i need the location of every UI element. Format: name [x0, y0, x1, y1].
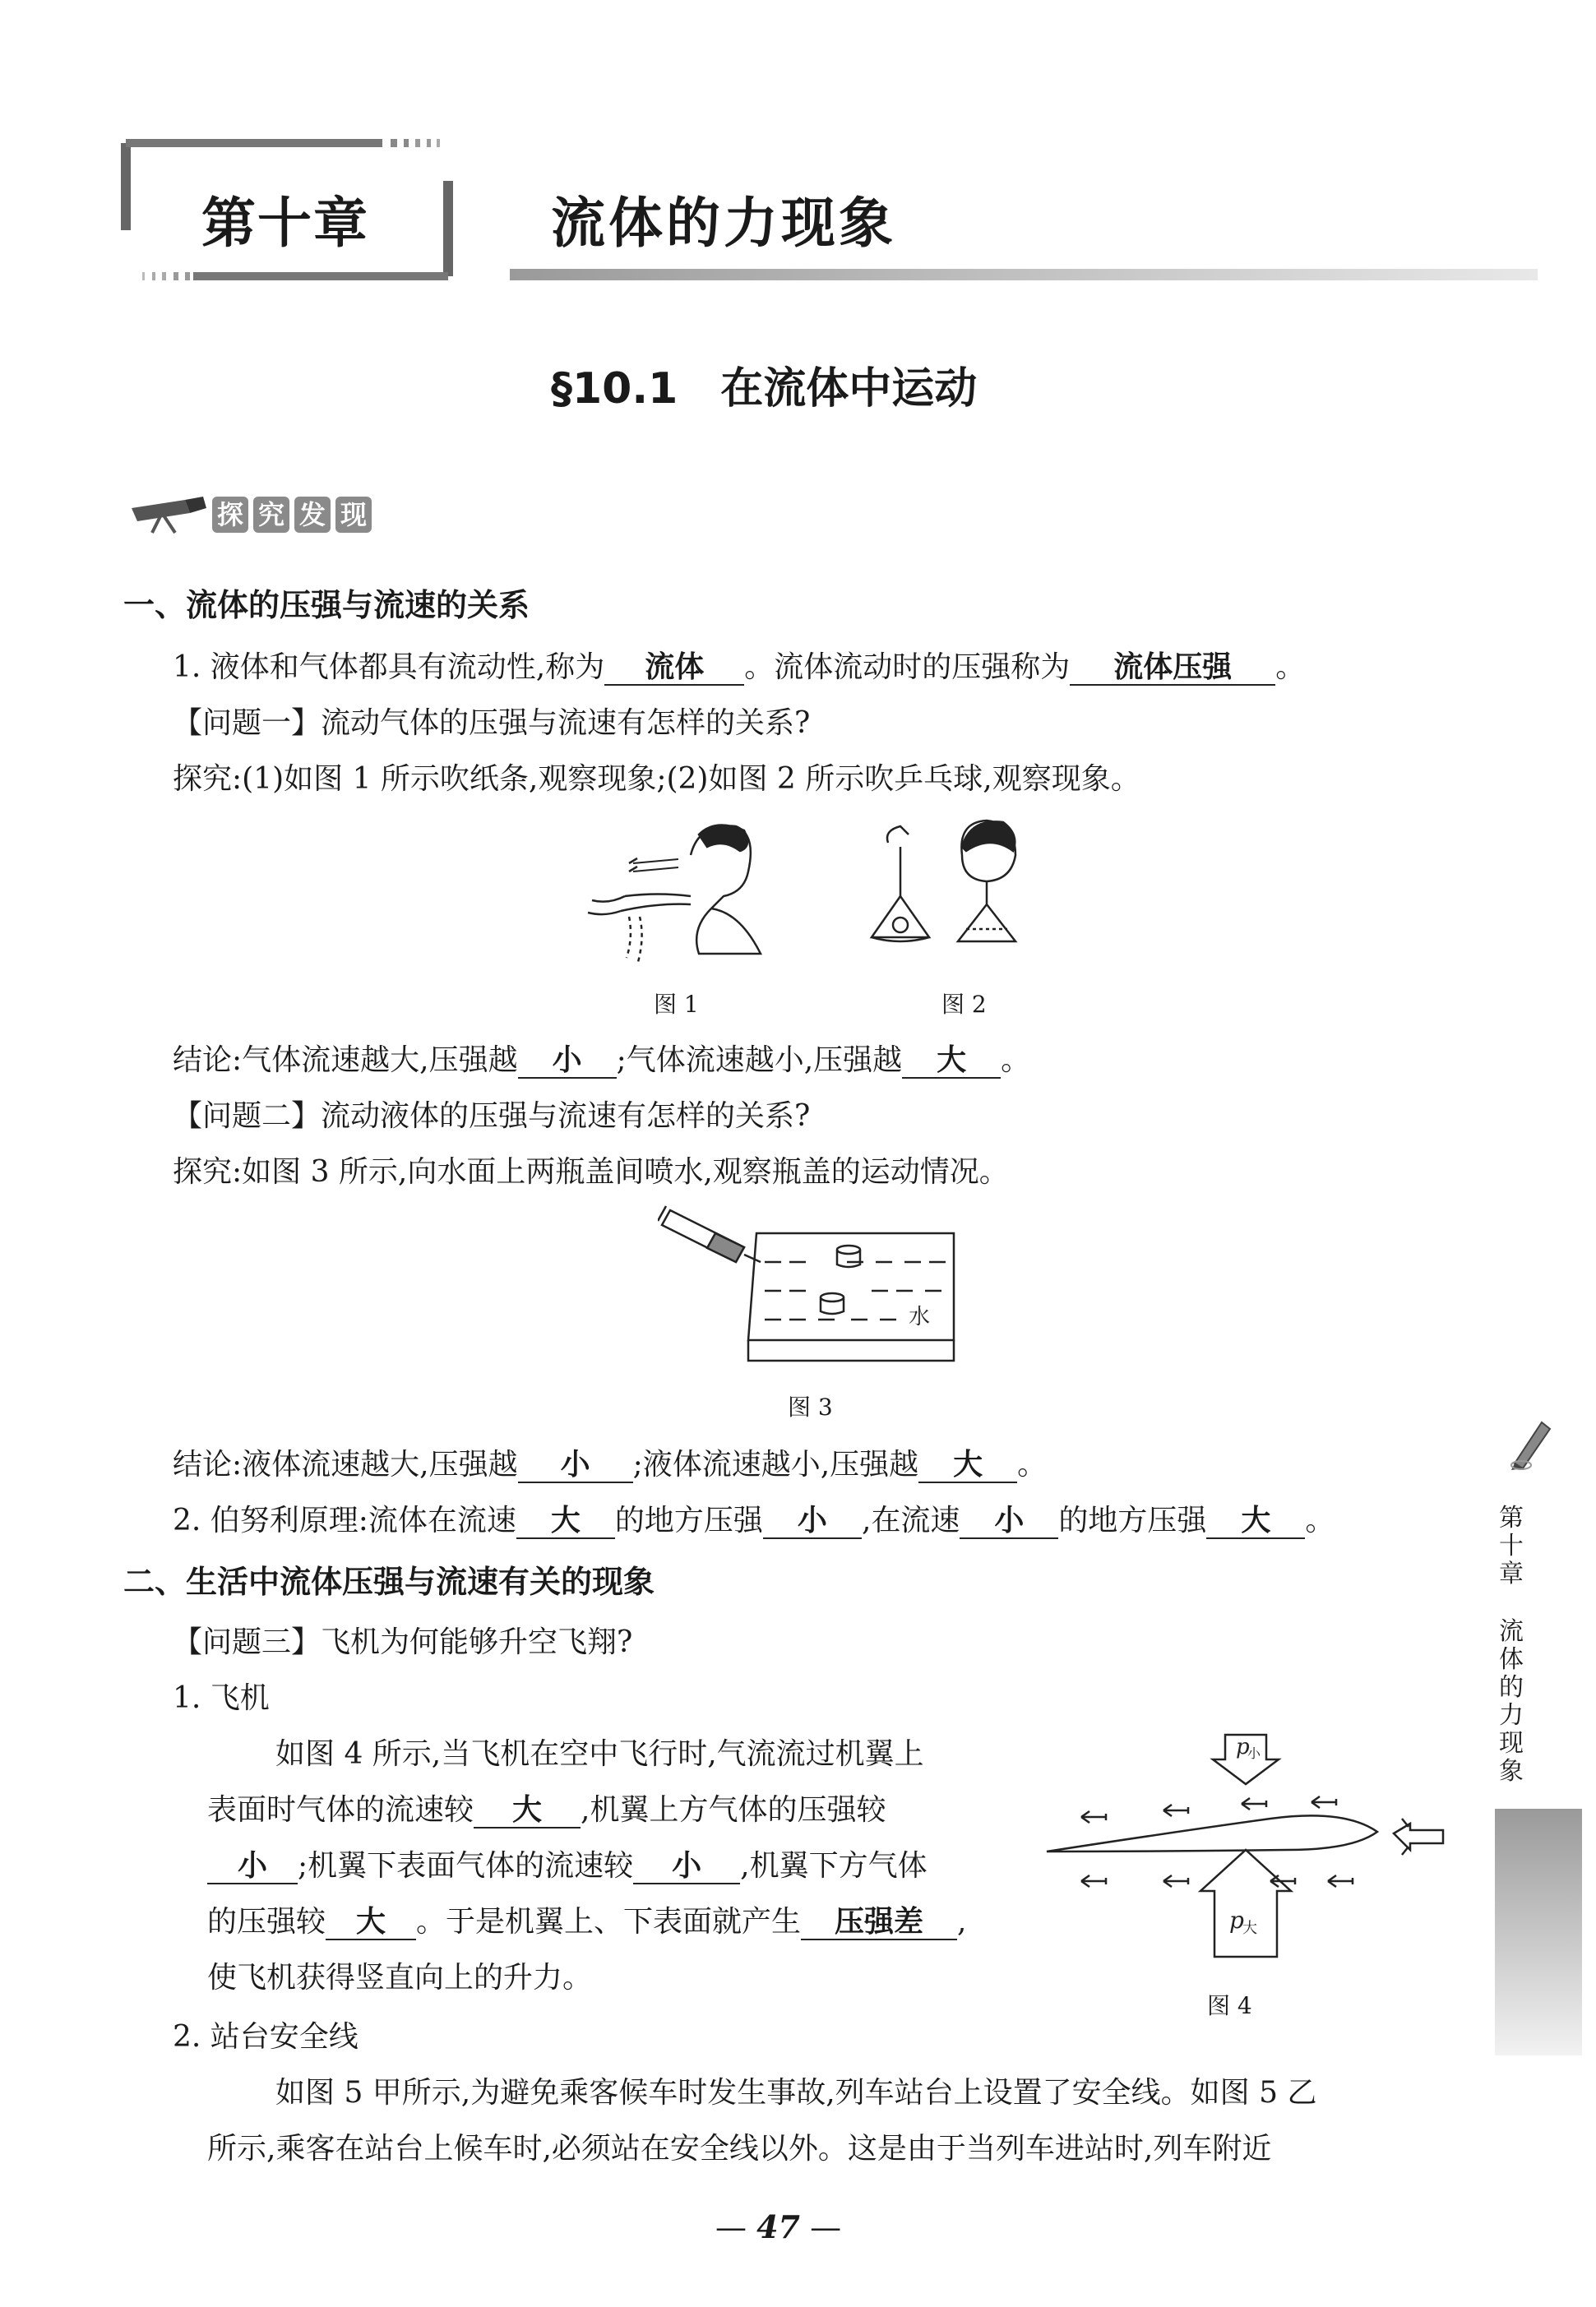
part2-heading: 二、生活中流体压强与流速有关的现象	[123, 1564, 655, 1600]
chapter-label: 第十章	[201, 192, 369, 255]
text-line: 1. 液体和气体都具有流动性,称为 流体 。流体流动时的压强称为 流体压强 。	[173, 650, 1306, 684]
badge-char: 究	[253, 497, 289, 533]
text-line: 使飞机获得竖直向上的升力。	[207, 1961, 593, 1995]
answer-blank: 压强差	[801, 1906, 957, 1940]
figure-1-2	[576, 814, 1036, 978]
plane-title: 1. 飞机	[173, 1681, 270, 1715]
answer-blank: 小	[763, 1505, 862, 1539]
figure-4-caption: 图 4	[1207, 1992, 1252, 2019]
page-footer: — 47 —	[715, 2208, 842, 2245]
question-one: 【问题一】流动气体的压强与流速有怎样的关系?	[173, 706, 811, 740]
text-line: 的压强较 大 。于是机翼上、下表面就产生 压强差 ,	[207, 1905, 967, 1939]
text-line: 结论:液体流速越大,压强越 小 ;液体流速越小,压强越 大 。	[173, 1448, 1048, 1482]
answer-blank: 大	[516, 1505, 615, 1539]
badge-char: 现	[335, 497, 372, 533]
text-line: 如图 4 所示,当飞机在空中飞行时,气流流过机翼上	[275, 1737, 924, 1771]
answer-blank: 小	[518, 1044, 617, 1079]
question-two: 【问题二】流动液体的压强与流速有怎样的关系?	[173, 1099, 811, 1133]
text-line: 结论:气体流速越大,压强越 小 ;气体流速越小,压强越 大 。	[173, 1043, 1031, 1077]
badge-char: 探	[212, 497, 248, 533]
figure-4	[1040, 1727, 1451, 1965]
answer-blank: 小	[960, 1505, 1058, 1539]
pen-icon	[1505, 1414, 1554, 1472]
figure-3	[658, 1200, 970, 1373]
answer-blank: 流体压强	[1070, 651, 1275, 686]
sidebar-gradient-bar	[1495, 1809, 1582, 2055]
sidebar-title: 流 体 的 力 现 象	[1499, 1617, 1524, 1786]
answer-blank: 流体	[604, 651, 744, 686]
chapter-title: 流体的力现象	[551, 192, 896, 255]
figure-1-caption: 图 1	[654, 991, 699, 1018]
figure-3-caption: 图 3	[788, 1394, 833, 1421]
answer-blank: 大	[1206, 1505, 1305, 1539]
answer-blank: 大	[918, 1449, 1017, 1483]
p-big-sub: 大	[1242, 1920, 1257, 1937]
chapter-title-bar	[510, 269, 1538, 280]
explore-two: 探究:如图 3 所示,向水面上两瓶盖间喷水,观察瓶盖的运动情况。	[173, 1155, 1009, 1189]
answer-blank: 小	[633, 1850, 740, 1884]
text-line: 所示,乘客在站台上候车时,必须站在安全线以外。这是由于当列车进站时,列车附近	[207, 2132, 1272, 2166]
badge-char: 发	[294, 497, 331, 533]
answer-blank: 小	[518, 1449, 633, 1483]
page-number: 47	[756, 2208, 800, 2245]
syringe-water-illustration	[658, 1206, 954, 1361]
answer-blank: 大	[902, 1044, 1001, 1079]
answer-blank: 大	[474, 1794, 581, 1828]
part1-heading: 一、流体的压强与流速的关系	[123, 587, 530, 623]
water-label: 水	[909, 1305, 931, 1329]
explore-one: 探究:(1)如图 1 所示吹纸条,观察现象;(2)如图 2 所示吹乒乓球,观察现象。	[173, 762, 1140, 796]
blowing-paper-illustration	[588, 825, 761, 962]
p-small-sub: 小	[1247, 1745, 1261, 1761]
sidebar-chapter: 第 十 章	[1499, 1504, 1524, 1588]
telescope-icon	[127, 493, 210, 534]
p-big-label: p	[1229, 1907, 1244, 1934]
section-title: §10.1 在流体中运动	[551, 364, 978, 414]
figure-2-caption: 图 2	[941, 991, 987, 1018]
question-three: 【问题三】飞机为何能够升空飞翔?	[173, 1625, 633, 1659]
text-line: 如图 5 甲所示,为避免乘客候车时发生事故,列车站台上设置了安全线。如图 5 乙	[275, 2076, 1317, 2110]
answer-blank: 小	[207, 1850, 298, 1884]
text-line: 2. 伯努利原理:流体在流速 大 的地方压强 小 ,在流速 小 的地方压强 大 。	[173, 1504, 1335, 1537]
text-line: 小 ;机翼下表面气体的流速较 小 ,机翼下方气体	[207, 1847, 928, 1886]
answer-blank: 大	[326, 1906, 416, 1940]
p-small-label: p	[1236, 1735, 1250, 1759]
station-title: 2. 站台安全线	[173, 2020, 359, 2054]
text-line: 表面时气体的流速较 大 ,机翼上方气体的压强较	[207, 1793, 886, 1827]
funnel-ball-illustration	[872, 821, 1015, 941]
